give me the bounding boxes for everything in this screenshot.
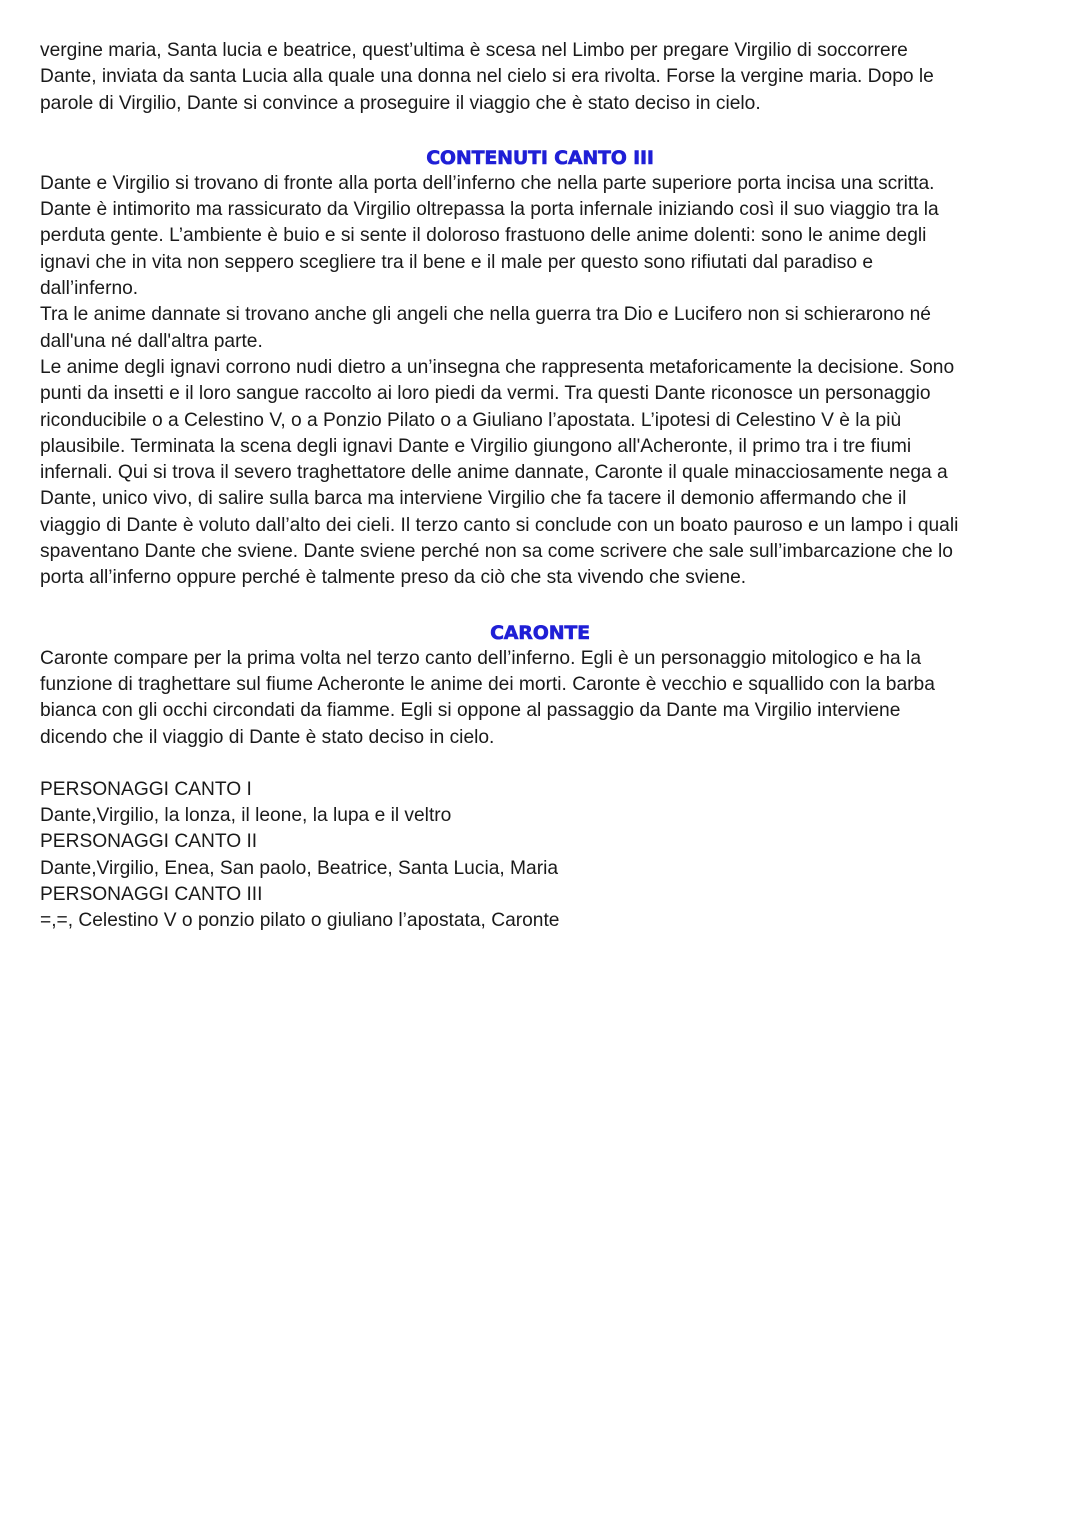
text-line: perduta gente. L’ambiente è buio e si sente il doloroso frastuono delle anime dolenti: sono le anime degli [40, 225, 927, 247]
characters-heading-canto-iii: PERSONAGGI CANTO III [40, 884, 263, 906]
text-line: viaggio di Dante è voluto dall’alto dei cieli. Il terzo canto si conclude con un boato pauroso e un lampo i quali [40, 514, 959, 536]
contenuti-canto-iii-paragraph [40, 171, 1040, 592]
characters-heading-canto-i: PERSONAGGI CANTO I [40, 778, 252, 800]
characters-canto-iii: =,=, Celestino V o ponzio pilato o giuliano l’apostata, Caronte [40, 910, 560, 932]
text-line: Tra le anime dannate si trovano anche gli angeli che nella guerra tra Dio e Lucifero non si schierarono né [40, 304, 931, 326]
text-line: dall’inferno. [40, 278, 139, 300]
text-line: Dante e Virgilio si trovano di fronte alla porta dell’inferno che nella parte superiore porta incisa una scritta. [40, 172, 935, 194]
intro-paragraph [40, 38, 1040, 117]
text-line: vergine maria, Santa lucia e beatrice, quest’ultima è scesa nel Limbo per pregare Virgilio di soccorrere [40, 40, 908, 61]
text-line: dicendo che il viaggio di Dante è stato deciso in cielo. [40, 726, 495, 748]
text-line: funzione di traghettare sul fiume Acheronte le anime dei morti. Caronte è vecchio e squallido con la barba [40, 673, 935, 695]
text-line: riconducibile o a Celestino V, o a Ponzio Pilato o a Giuliano l’apostata. L’ipotesi di Celestino V è la più [40, 409, 902, 431]
section-heading-caronte: CARONTE [490, 621, 590, 644]
text-line: dall'una né dall'altra parte. [40, 330, 263, 352]
document-page [40, 38, 1040, 935]
characters-canto-ii: Dante,Virgilio, Enea, San paolo, Beatrice, Santa Lucia, Maria [40, 857, 559, 879]
text-line: porta all’inferno oppure perché è talmente preso da ciò che sta vivendo che sviene. [40, 567, 747, 589]
text-line: plausibile. Terminata la scena degli ignavi Dante e Virgilio giungono all'Acheronte, il primo tra i tre fiumi [40, 435, 912, 457]
text-line: punti da insetti e il loro sangue raccolto ai loro piedi da vermi. Tra questi Dante riconosce un personaggio [40, 383, 931, 405]
text-line: Dante, inviata da santa Lucia alla quale una donna nel cielo si era rivolta. Forse la vergine maria. Dopo le [40, 66, 934, 88]
caronte-paragraph [40, 646, 1040, 751]
text-line: ignavi che in vita non seppero scegliere tra il bene e il male per questo sono rifiutati dal paradiso e [40, 251, 874, 273]
text-line: Dante è intimorito ma rassicurato da Virgilio oltrepassa la porta infernale iniziando così il suo viaggio tra la [40, 199, 939, 221]
characters-canto-i: Dante,Virgilio, la lonza, il leone, la lupa e il veltro [40, 805, 452, 827]
text-line: spaventano Dante che sviene. Dante sviene perché non sa come scrivere che sale sull’imbarcazione che lo [40, 541, 953, 563]
text-line: bianca con gli occhi circondati da fiamme. Egli si oppone al passaggio da Dante ma Virgilio interviene [40, 700, 901, 722]
characters-heading-canto-ii: PERSONAGGI CANTO II [40, 831, 258, 853]
text-line: Caronte compare per la prima volta nel terzo canto dell’inferno. Egli è un personaggio mitologico e ha la [40, 647, 921, 669]
text-line: Le anime degli ignavi corrono nudi dietro a un’insegna che rappresenta metaforicamente la decisione. Sono [40, 356, 955, 378]
text-line: parole di Virgilio, Dante si convince a proseguire il viaggio che è stato deciso in cielo. [40, 92, 761, 114]
characters-list [40, 777, 1040, 935]
section-heading-contenuti-canto-iii: CONTENUTI CANTO III [426, 146, 654, 169]
text-line: infernali. Qui si trova il severo traghettatore delle anime dannate, Caronte il quale minacciosamente nega a [40, 462, 948, 484]
text-line: Dante, unico vivo, di salire sulla barca ma interviene Virgilio che fa tacere il demonio affermando che il [40, 488, 907, 510]
